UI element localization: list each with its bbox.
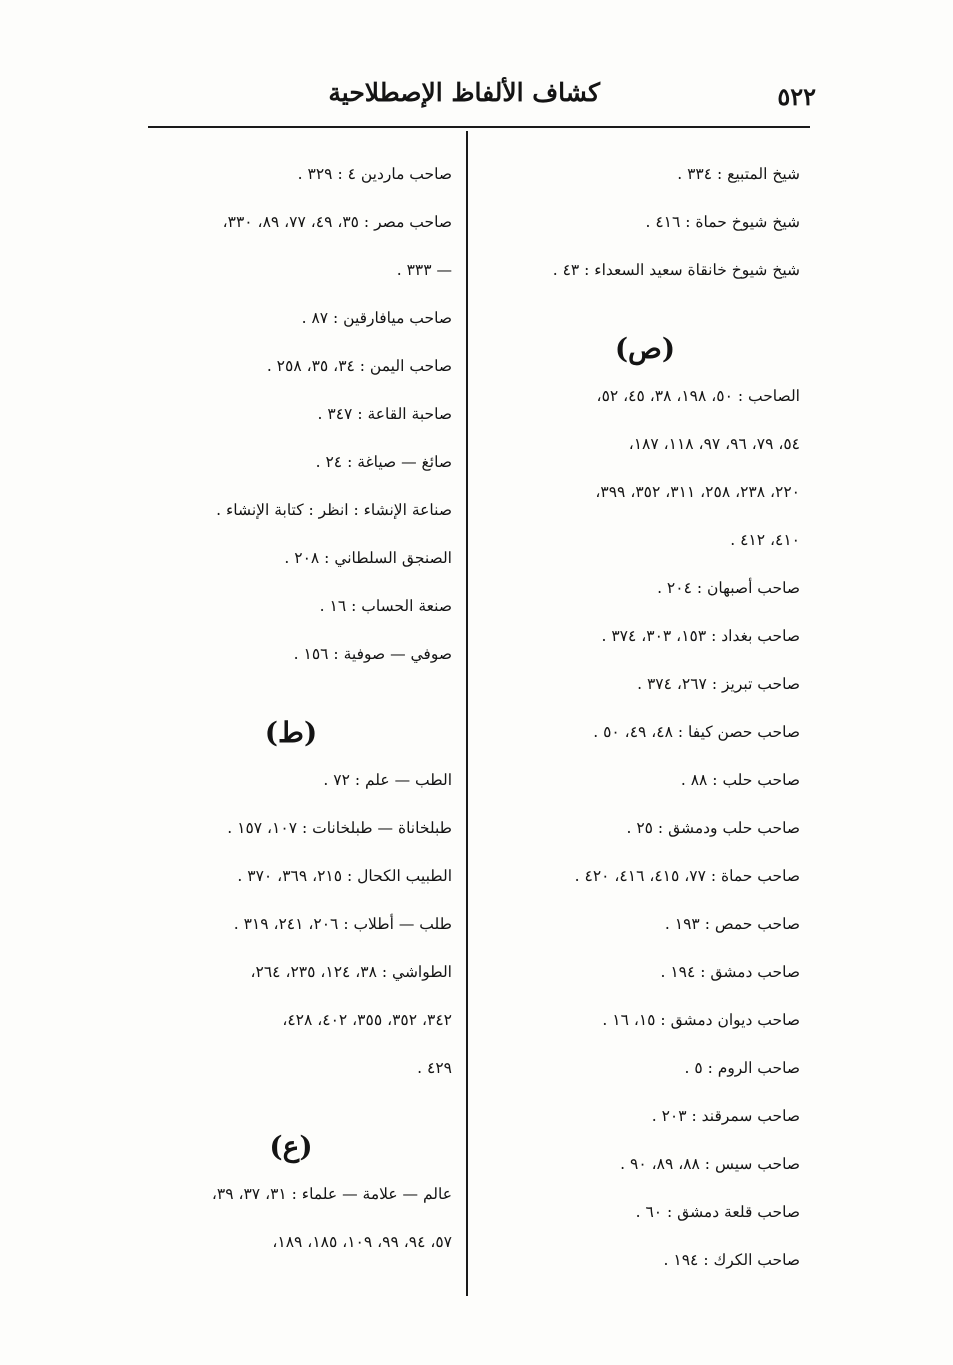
list-item: صاحب دمشق : ١٩٤ . bbox=[660, 963, 800, 981]
right-column bbox=[490, 162, 800, 1296]
list-item: شيخ شيوخ خانقاة سعيد السعداء : ٤٣ . bbox=[552, 261, 800, 279]
list-item: عالم — علامة — علماء : ٣١، ٣٧، ٣٩، bbox=[211, 1185, 452, 1203]
list-item: — ٣٣٣ . bbox=[396, 261, 452, 279]
list-item: صاحب ماردين ٤ : ٣٢٩ . bbox=[297, 165, 452, 183]
list-item: صاحب حصن كيفا : ٤٨، ٤٩، ٥٠ . bbox=[593, 723, 800, 741]
list-item: ٣٤٢، ٣٥٢، ٣٥٥، ٤٠٢، ٤٢٨، bbox=[282, 1011, 452, 1029]
list-item: صائغ — صياغة : ٢٤ . bbox=[315, 453, 452, 471]
list-item: صاحب مصر : ٣٥، ٤٩، ٧٧، ٨٩، ٣٣٠، bbox=[222, 213, 452, 231]
list-item: صاحب سمرقند : ٢٠٣ . bbox=[651, 1107, 800, 1125]
list-item: صاحب حلب ودمشق : ٢٥ . bbox=[626, 819, 800, 837]
list-item: صاحب اليمن : ٣٤، ٣٥، ٢٥٨ . bbox=[266, 357, 452, 375]
list-item: الطبيب الكحال : ٢١٥، ٣٦٩، ٣٧٠ . bbox=[237, 867, 452, 885]
list-item: الصاحب : ٥٠، ١٩٨، ٣٨، ٤٥، ٥٢، bbox=[596, 387, 800, 405]
list-item: طلب — أطلاب : ٢٠٦، ٢٤١، ٣١٩ . bbox=[233, 915, 452, 933]
list-item: ٥٤، ٧٩، ٩٦، ٩٧، ١١٨، ١٨٧، bbox=[628, 435, 800, 453]
list-item: الصنجق السلطاني : ٢٠٨ . bbox=[284, 549, 452, 567]
list-item: صنعة الحساب : ١٦ . bbox=[319, 597, 452, 615]
list-item: صاحب سيس : ٨٨، ٨٩، ٩٠ . bbox=[620, 1155, 800, 1173]
list-item: ٥٧، ٩٤، ٩٩، ١٠٩، ١٨٥، ١٨٩، bbox=[272, 1233, 452, 1251]
list-item: صاحب أصبهان : ٢٠٤ . bbox=[657, 579, 800, 597]
list-item: صاحب تبريز : ٢٦٧، ٣٧٤ . bbox=[637, 675, 800, 693]
list-item: صاحب الكرك : ١٩٤ . bbox=[663, 1251, 800, 1269]
list-item: صاحب الروم : ٥ . bbox=[684, 1059, 800, 1077]
list-item: صاحبة القاعة : ٣٤٧ . bbox=[317, 405, 452, 423]
list-item: صاحب بغداد : ١٥٣، ٣٠٣، ٣٧٤ . bbox=[601, 627, 800, 645]
list-item: الطب — علم : ٧٢ . bbox=[323, 771, 452, 789]
list-item: شيخ المتبيع : ٣٣٤ . bbox=[677, 165, 800, 183]
list-item: ٢٢٠، ٢٣٨، ٢٥٨، ٣١١، ٣٥٢، ٣٩٩، bbox=[595, 483, 800, 501]
section-heading-sad: (ص) bbox=[614, 332, 676, 365]
list-item: الطواشي : ٣٨، ١٢٤، ٢٣٥، ٢٦٤، bbox=[250, 963, 452, 981]
list-item: ٤٢٩ . bbox=[417, 1059, 452, 1077]
list-item: صاحب قلعة دمشق : ٦٠ . bbox=[635, 1203, 800, 1221]
list-item: صناعة الإنشاء : انظر : كتابة الإنشاء . bbox=[216, 501, 452, 519]
page-title: كشاف الألفاظ الإصطلاحية bbox=[328, 78, 600, 107]
section-heading-ain: (ع) bbox=[269, 1130, 313, 1163]
list-item: صاحب حمص : ١٩٣ . bbox=[664, 915, 800, 933]
list-item: صاحب حماة : ٧٧، ٤١٥، ٤١٦، ٤٢٠ . bbox=[574, 867, 800, 885]
list-item: صاحب حلب : ٨٨ . bbox=[680, 771, 800, 789]
page-number: ٥٢٢ bbox=[777, 82, 816, 111]
left-column bbox=[130, 162, 452, 1278]
list-item: شيخ شيوخ حماة : ٤١٦ . bbox=[645, 213, 800, 231]
list-item: صوفي — صوفية : ١٥٦ . bbox=[293, 645, 452, 663]
header-rule bbox=[148, 126, 810, 128]
list-item: طبلخاناة — طبلخانات : ١٠٧، ١٥٧ . bbox=[227, 819, 452, 837]
list-item: ٤١٠، ٤١٢ . bbox=[730, 531, 800, 549]
list-item: صاحب ميافارقين : ٨٧ . bbox=[301, 309, 452, 327]
section-heading-ta: (ط) bbox=[264, 716, 318, 749]
column-divider bbox=[466, 131, 468, 1296]
list-item: صاحب ديوان دمشق : ١٥، ١٦ . bbox=[602, 1011, 800, 1029]
